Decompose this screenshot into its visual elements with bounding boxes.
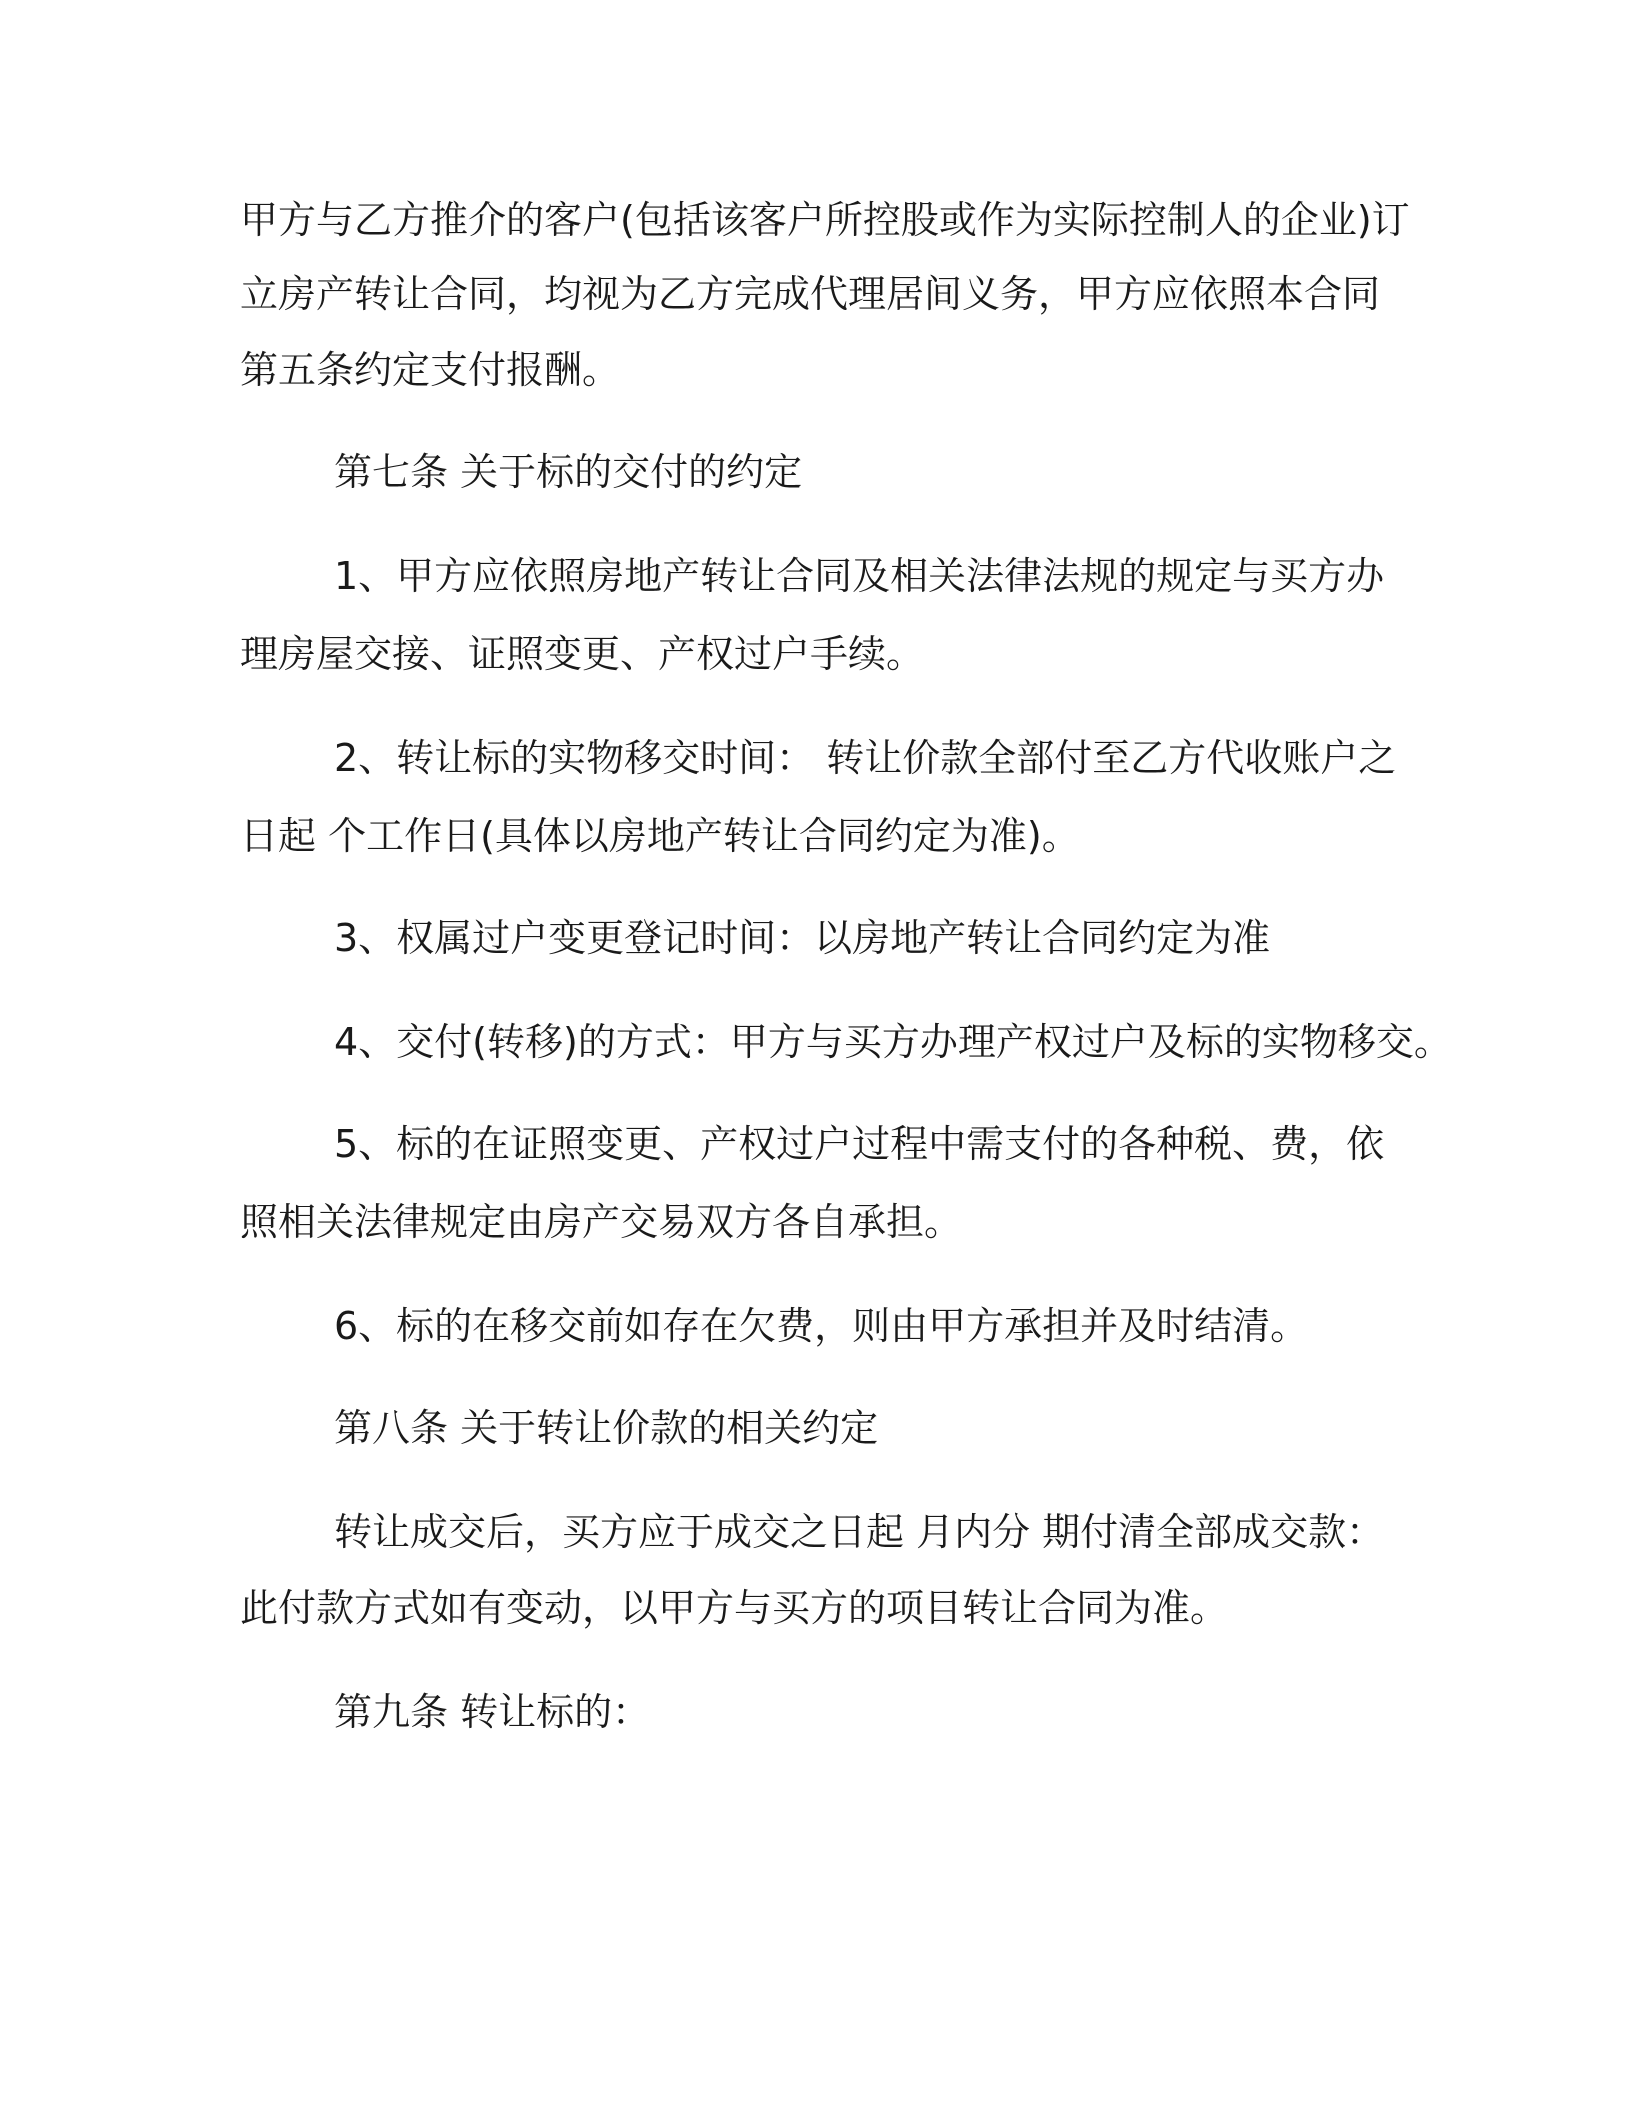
paragraph-line: 甲方与乙方推介的客户(包括该客户所控股或作为实际控制人的企业)订: [240, 198, 1410, 242]
paragraph-line: 转让成交后，买方应于成交之日起 月内分 期付清全部成交款：: [334, 1510, 1385, 1554]
list-item: 6、标的在移交前如存在欠费，则由甲方承担并及时结清。: [334, 1304, 1309, 1348]
list-item: 3、权属过户变更登记时间：以房地产转让合同约定为准: [334, 916, 1271, 960]
list-item-continuation: 照相关法律规定由房产交易双方各自承担。: [240, 1200, 963, 1244]
list-item-continuation: 理房屋交接、证照变更、产权过户手续。: [240, 632, 925, 676]
list-item: 5、标的在证照变更、产权过户过程中需支付的各种税、费，依: [334, 1122, 1385, 1166]
paragraph-line: 第五条约定支付报酬。: [240, 348, 621, 392]
list-item: 4、交付(转移)的方式：甲方与买方办理产权过户及标的实物移交。: [334, 1020, 1452, 1064]
section-heading-9: 第九条 转让标的：: [334, 1690, 651, 1734]
list-item: 2、转让标的实物移交时间： 转让价款全部付至乙方代收账户之: [334, 736, 1397, 780]
section-heading-8: 第八条 关于转让价款的相关约定: [334, 1406, 879, 1450]
paragraph-line: 此付款方式如有变动，以甲方与买方的项目转让合同为准。: [240, 1586, 1229, 1630]
list-item-continuation: 日起 个工作日(具体以房地产转让合同约定为准)。: [240, 814, 1080, 858]
section-heading-7: 第七条 关于标的交付的约定: [334, 450, 803, 494]
paragraph-line: 立房产转让合同，均视为乙方完成代理居间义务，甲方应依照本合同: [240, 272, 1381, 316]
list-item: 1、甲方应依照房地产转让合同及相关法律法规的规定与买方办: [334, 554, 1385, 598]
